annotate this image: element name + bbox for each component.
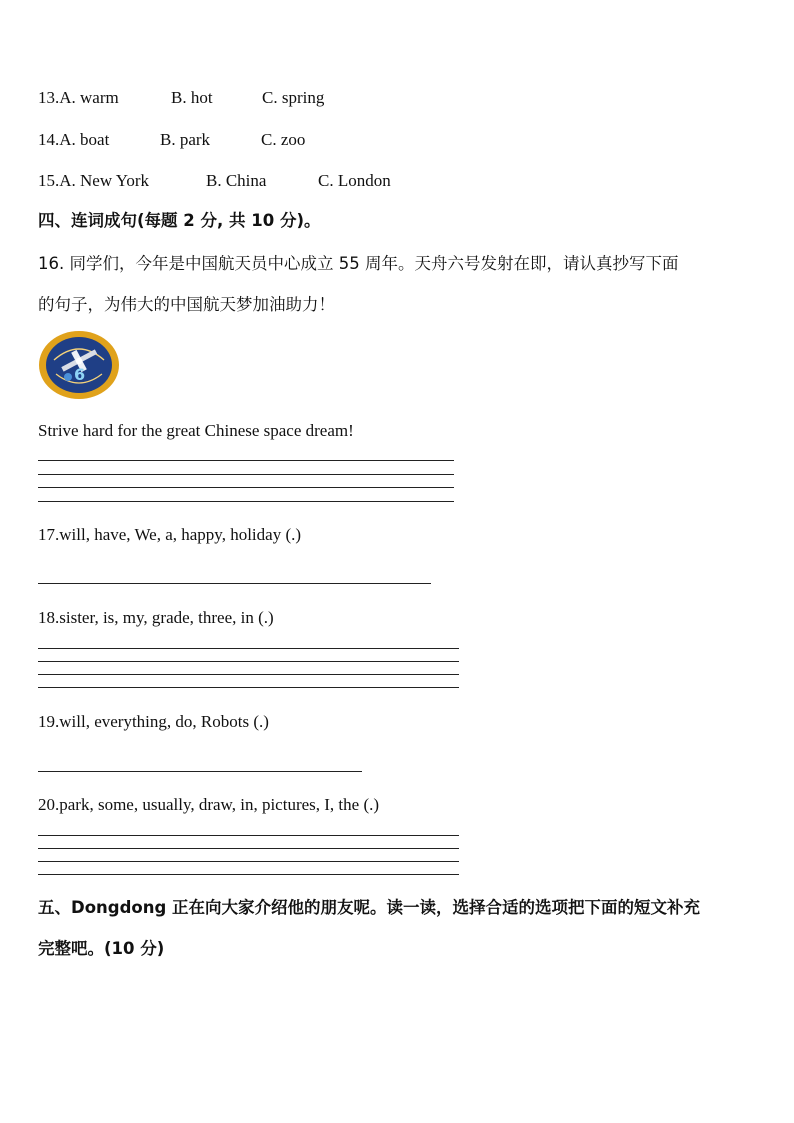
section-5-heading-lead: 五、Dongdong <box>38 898 167 917</box>
question-13-number: 13. <box>38 88 60 107</box>
writing-line[interactable] <box>38 835 459 836</box>
question-15-option-a: A. New York <box>59 171 149 190</box>
question-15-number: 15. <box>38 171 60 190</box>
question-13-option-a: A. warm <box>59 88 119 107</box>
section-5-heading-rest: 正在向大家介绍他的朋友呢。读一读，选择合适的选项把下面的短文补充 <box>166 898 701 917</box>
writing-line[interactable] <box>38 848 459 849</box>
writing-line[interactable] <box>38 687 459 688</box>
writing-line[interactable] <box>38 648 459 649</box>
writing-line[interactable] <box>38 661 459 662</box>
section-4-heading: 四、连词成句(每题 2 分, 共 10 分)。 <box>38 211 321 230</box>
writing-line[interactable] <box>38 460 454 461</box>
question-14-option-c: C. zoo <box>261 130 306 149</box>
mission-badge-icon <box>38 330 120 400</box>
question-18-prompt: 18.sister, is, my, grade, three, in (.) <box>38 608 274 627</box>
answer-line[interactable] <box>38 771 362 772</box>
question-14-number: 14. <box>38 130 60 149</box>
question-20-prompt: 20.park, some, usually, draw, in, pictures, I, the (.) <box>38 795 380 814</box>
question-13 <box>38 87 325 109</box>
writing-line[interactable] <box>38 861 459 862</box>
writing-line[interactable] <box>38 487 454 488</box>
question-13-option-c: C. spring <box>262 88 325 107</box>
question-14-option-b: B. park <box>160 130 211 149</box>
question-17-prompt: 17.will, have, We, a, happy, holiday (.) <box>38 525 302 544</box>
writing-line[interactable] <box>38 874 459 875</box>
question-13-option-b: B. hot <box>171 88 213 107</box>
question-16-line-2: 的句子，为伟大的中国航天梦加油助力！ <box>38 295 335 314</box>
question-16-sentence: Strive hard for the great Chinese space dream! <box>38 421 354 440</box>
writing-line[interactable] <box>38 474 454 475</box>
writing-line[interactable] <box>38 674 459 675</box>
question-14-option-a: A. boat <box>59 130 110 149</box>
question-15 <box>38 170 391 192</box>
section-5-heading-line-2: 完整吧。(10 分) <box>38 939 165 958</box>
section-5-heading <box>38 897 700 919</box>
question-19-prompt: 19.will, everything, do, Robots (.) <box>38 712 269 731</box>
question-16-line-1: 16. 同学们，今年是中国航天员中心成立 55 周年。天舟六号发射在即，请认真抄写下面 <box>38 254 679 273</box>
question-15-option-c: C. London <box>318 171 391 190</box>
svg-text:6: 6 <box>74 365 86 384</box>
question-14 <box>38 129 306 151</box>
answer-line[interactable] <box>38 583 431 584</box>
question-15-option-b: B. China <box>206 171 267 190</box>
writing-line[interactable] <box>38 501 454 502</box>
